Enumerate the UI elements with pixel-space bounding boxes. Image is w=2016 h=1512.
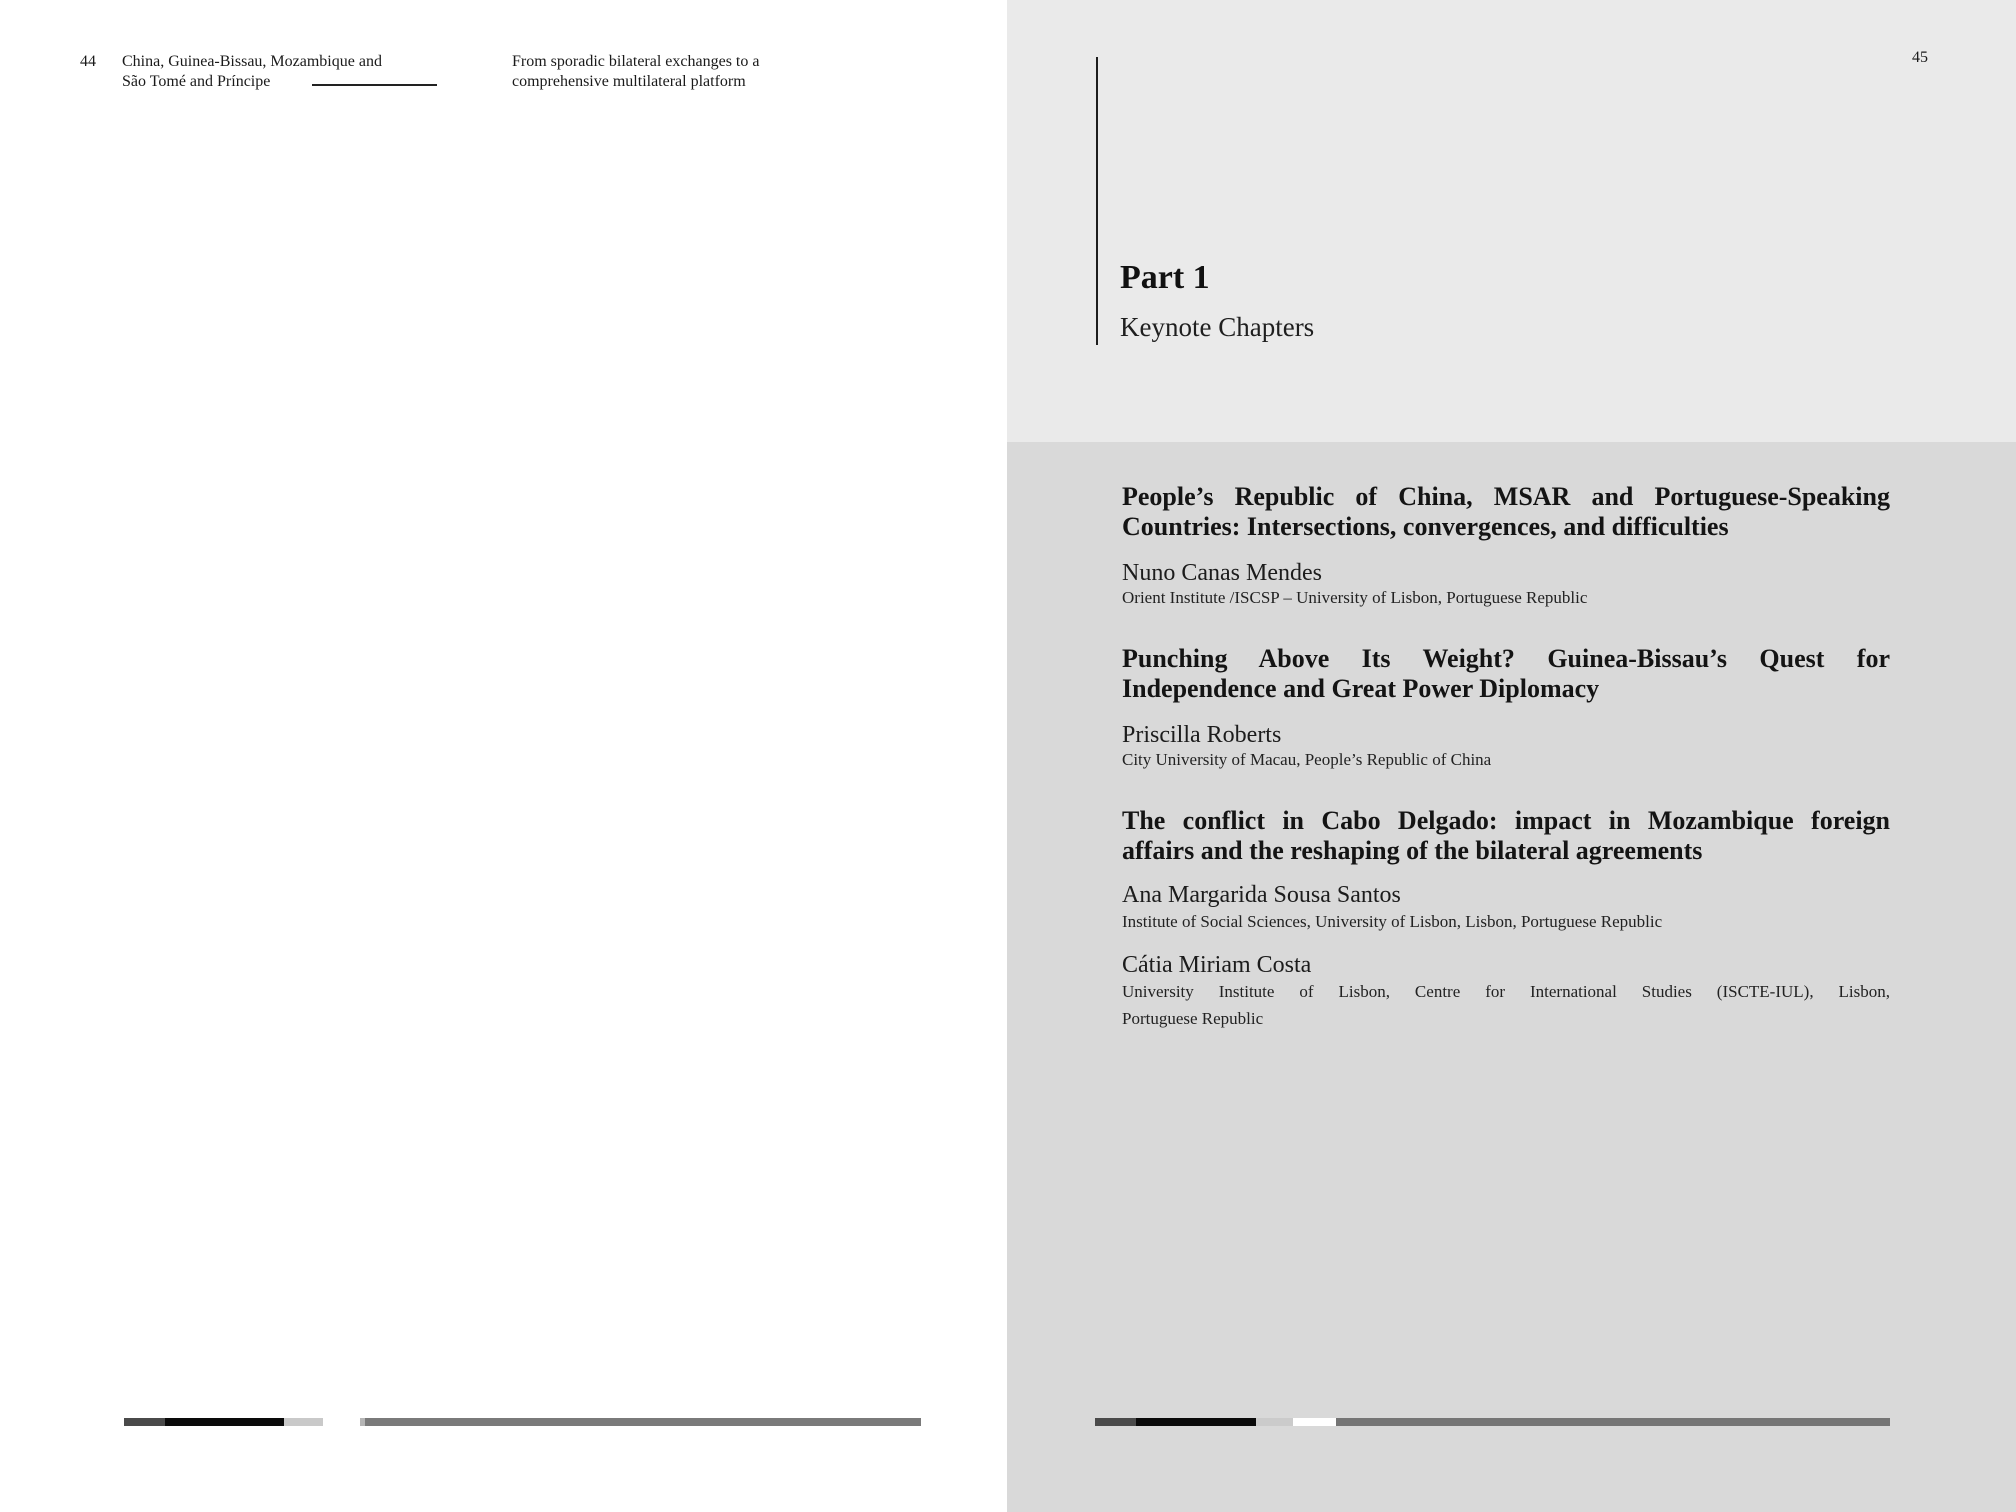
part-subtitle: Keynote Chapters xyxy=(1120,312,1315,342)
chapter-title xyxy=(1122,644,1890,704)
running-title-line-2: São Tomé and Príncipe xyxy=(122,73,271,90)
left-page xyxy=(0,0,1007,1512)
page-number-right: 45 xyxy=(1912,49,1928,66)
running-subtitle-line-1: From sporadic bilateral exchanges to a xyxy=(512,53,760,70)
affiliation-line: Portuguese Republic xyxy=(1122,1009,1264,1028)
page-number-left: 44 xyxy=(80,53,96,70)
affiliation-line: University Institute of Lisbon, Centre for International Studies (ISCTE-IUL), Lisbon, xyxy=(1122,982,1890,1001)
author-affiliation: City University of Macau, People’s Republic of China xyxy=(1122,750,1492,769)
author-name: Ana Margarida Sousa Santos xyxy=(1122,882,1401,908)
part-heading-band xyxy=(1007,0,2016,442)
chapter-title-line: affairs and the reshaping of the bilateral agreements xyxy=(1122,836,1703,865)
right-page xyxy=(1007,0,2016,1512)
chapter-title-line: Punching Above Its Weight? Guinea-Bissau’s Quest for xyxy=(1122,644,1890,673)
part-title: Part 1 xyxy=(1120,259,1210,296)
chapter-title-line: People’s Republic of China, MSAR and Portuguese-Speaking xyxy=(1122,482,1890,511)
author-name: Cátia Miriam Costa xyxy=(1122,952,1312,978)
running-header-rule xyxy=(312,84,437,86)
chapter-title-line: Independence and Great Power Diplomacy xyxy=(1122,674,1600,703)
bar-segment-dark-gray xyxy=(1095,1418,1136,1426)
bar-segment-black xyxy=(1136,1418,1256,1426)
footer-bar-right xyxy=(1095,1418,1890,1426)
author-name: Nuno Canas Mendes xyxy=(1122,560,1322,586)
footer-bar-gray-left xyxy=(360,1418,921,1426)
running-header-subtitle xyxy=(512,52,759,92)
chapter-title-line: Countries: Intersections, convergences, and difficulties xyxy=(1122,512,1729,541)
bar-segment-white xyxy=(1293,1418,1336,1426)
running-header-title xyxy=(122,52,382,92)
bar-segment-dark-gray xyxy=(124,1418,165,1426)
footer-bar-segmented-left xyxy=(124,1418,323,1426)
author-affiliation: Institute of Social Sciences, University of Lisbon, Lisbon, Portuguese Republic xyxy=(1122,912,1663,931)
author-affiliation xyxy=(1122,978,1890,1032)
running-title-line-1: China, Guinea-Bissau, Mozambique and xyxy=(122,53,382,70)
author-affiliation: Orient Institute /ISCSP – University of Lisbon, Portuguese Republic xyxy=(1122,588,1588,607)
part-vertical-rule xyxy=(1096,57,1098,345)
chapter-title-line: The conflict in Cabo Delgado: impact in Mozambique foreign xyxy=(1122,806,1890,835)
chapter-title xyxy=(1122,806,1890,866)
author-name: Priscilla Roberts xyxy=(1122,722,1282,748)
chapter-title xyxy=(1122,482,1890,542)
running-subtitle-line-2: comprehensive multilateral platform xyxy=(512,73,746,90)
bar-segment-light-gray xyxy=(1256,1418,1293,1426)
bar-segment-medium-gray xyxy=(365,1418,921,1426)
bar-segment-light-gray xyxy=(284,1418,323,1426)
bar-segment-medium-gray xyxy=(1336,1418,1890,1426)
bar-segment-black xyxy=(165,1418,284,1426)
